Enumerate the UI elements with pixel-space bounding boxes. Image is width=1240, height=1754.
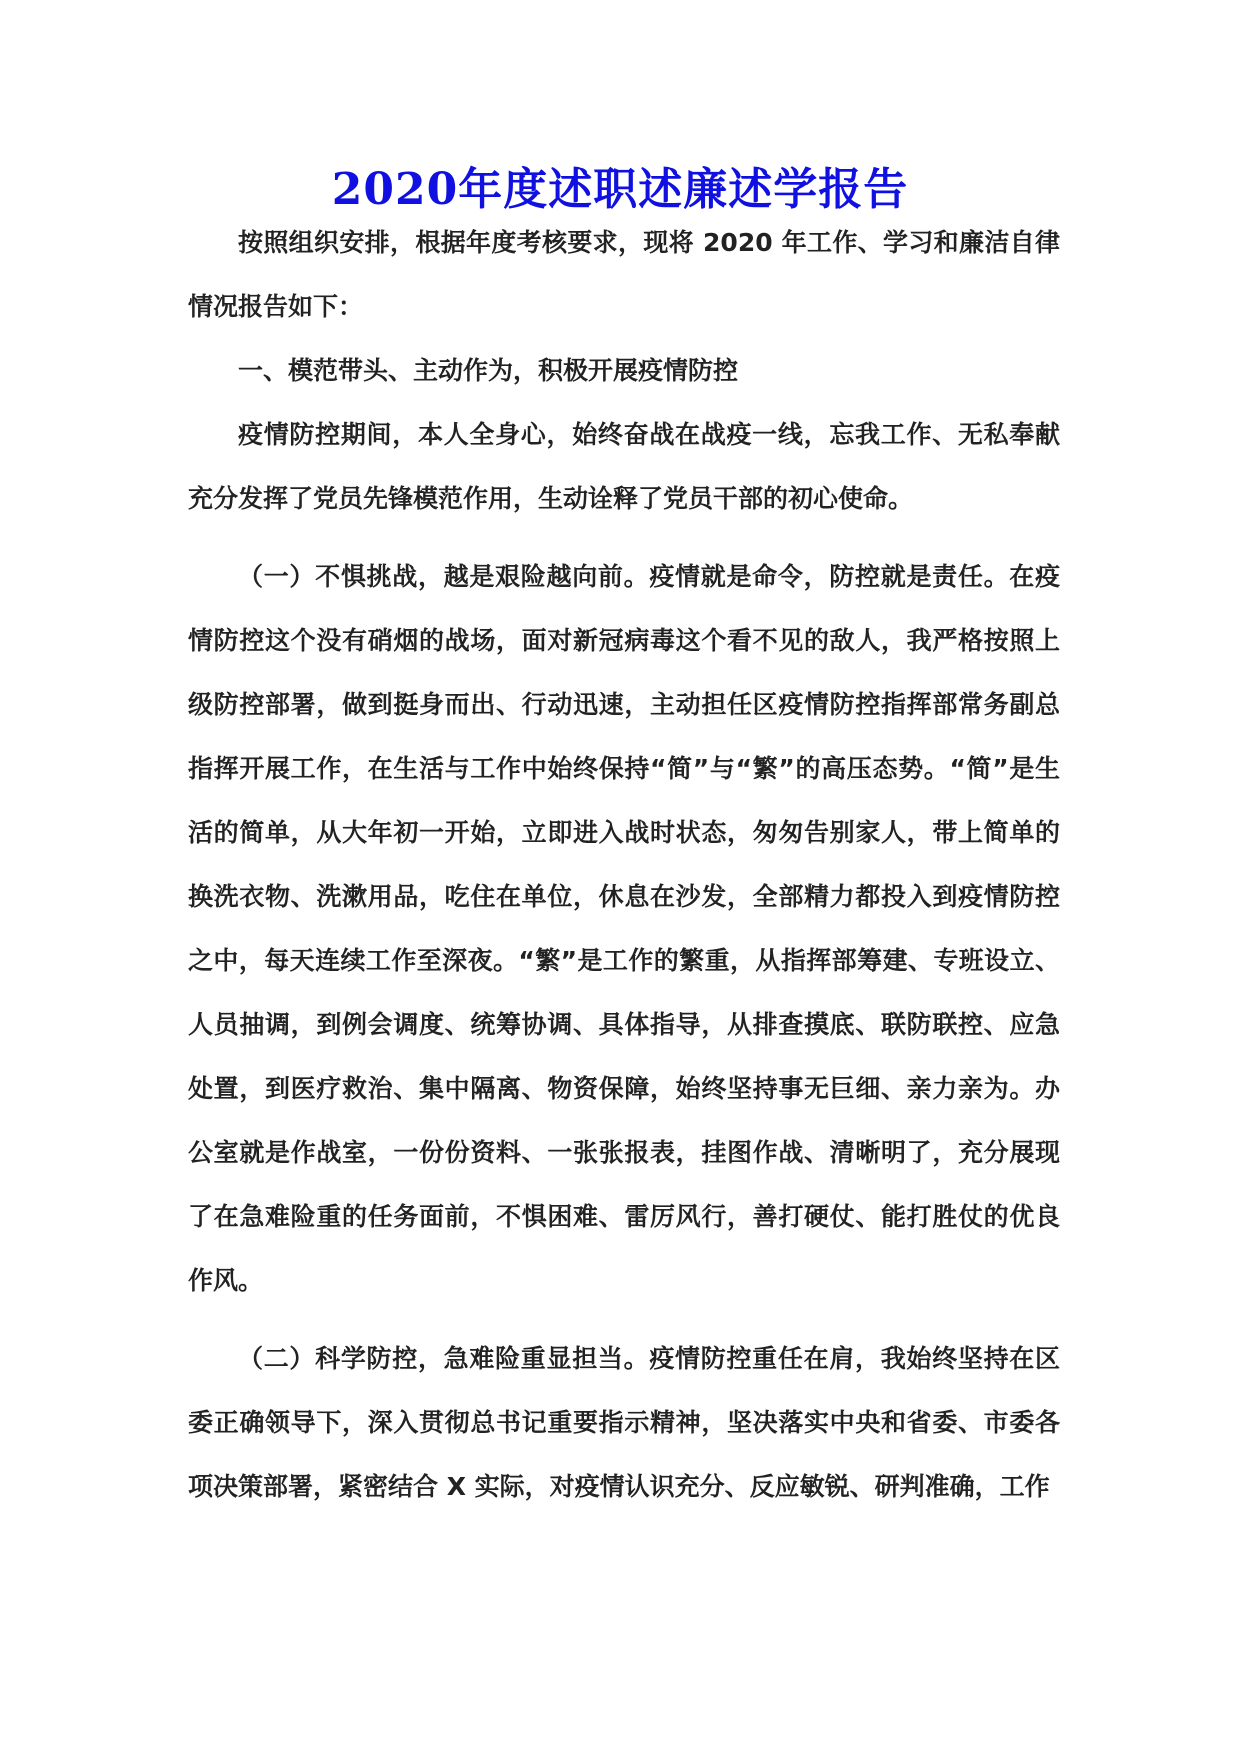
paragraph-epidemic-summary: 疫情防控期间，本人全身心，始终奋战在战疫一线，忘我工作、无私奉献充分发挥了党员先锋模范作用，生动诠释了党员干部的初心使命。 — [188, 420, 1060, 513]
paragraph-subsection-2: （二）科学防控，急难险重显担当。疫情防控重任在肩，我始终坚持在区委正确领导下，深入贯彻总书记重要指示精神，坚决落实中央和省委、市委各项决策部署，紧密结合 X 实际，对疫情认识充分、反应敏锐、研判准确，工作 — [188, 1344, 1060, 1501]
paragraph-spacer — [188, 531, 1060, 545]
section-heading-1: 一、模范带头、主动作为，积极开展疫情防控 — [238, 356, 739, 385]
intro-paragraph: 按照组织安排，根据年度考核要求，现将 2020 年工作、学习和廉洁自律情况报告如下： — [188, 228, 1060, 321]
paragraph-subsection-1: （一）不惧挑战，越是艰险越向前。疫情就是命令，防控就是责任。在疫情防控这个没有硝烟的战场，面对新冠病毒这个看不见的敌人，我严格按照上级防控部署，做到挺身而出、行动迅速，主动担任区疫情防控指挥部常务副总指挥开展工作，在生活与工作中始终保持“简”与“繁”的高压态势。“简”是生活的简单，从大年初一开始，立即进入战时状态，匆匆告别家人，带上简单的换洗衣物、洗漱用品，吃住在单位，休息在沙发，全部精力都投入到疫情防控之中，每天连续工作至深夜。“繁”是工作的繁重，从指挥部筹建、专班设立、人员抽调，到例会调度、统筹协调、具体指导，从排查摸底、联防联控、应急处置，到医疗救治、集中隔离、物资保障，始终坚持事无巨细、亲力亲为。办公室就是作战室，一份份资料、一张张报表，挂图作战、清晰明了，充分展现了在急难险重的任务面前，不惧困难、雷厉风行，善打硬仗、能打胜仗的优良作风。 — [188, 562, 1060, 1295]
document-title: 2020年度述职述廉述学报告 — [331, 164, 909, 215]
paragraph-spacer — [188, 1313, 1060, 1327]
document-body — [188, 211, 1060, 1519]
